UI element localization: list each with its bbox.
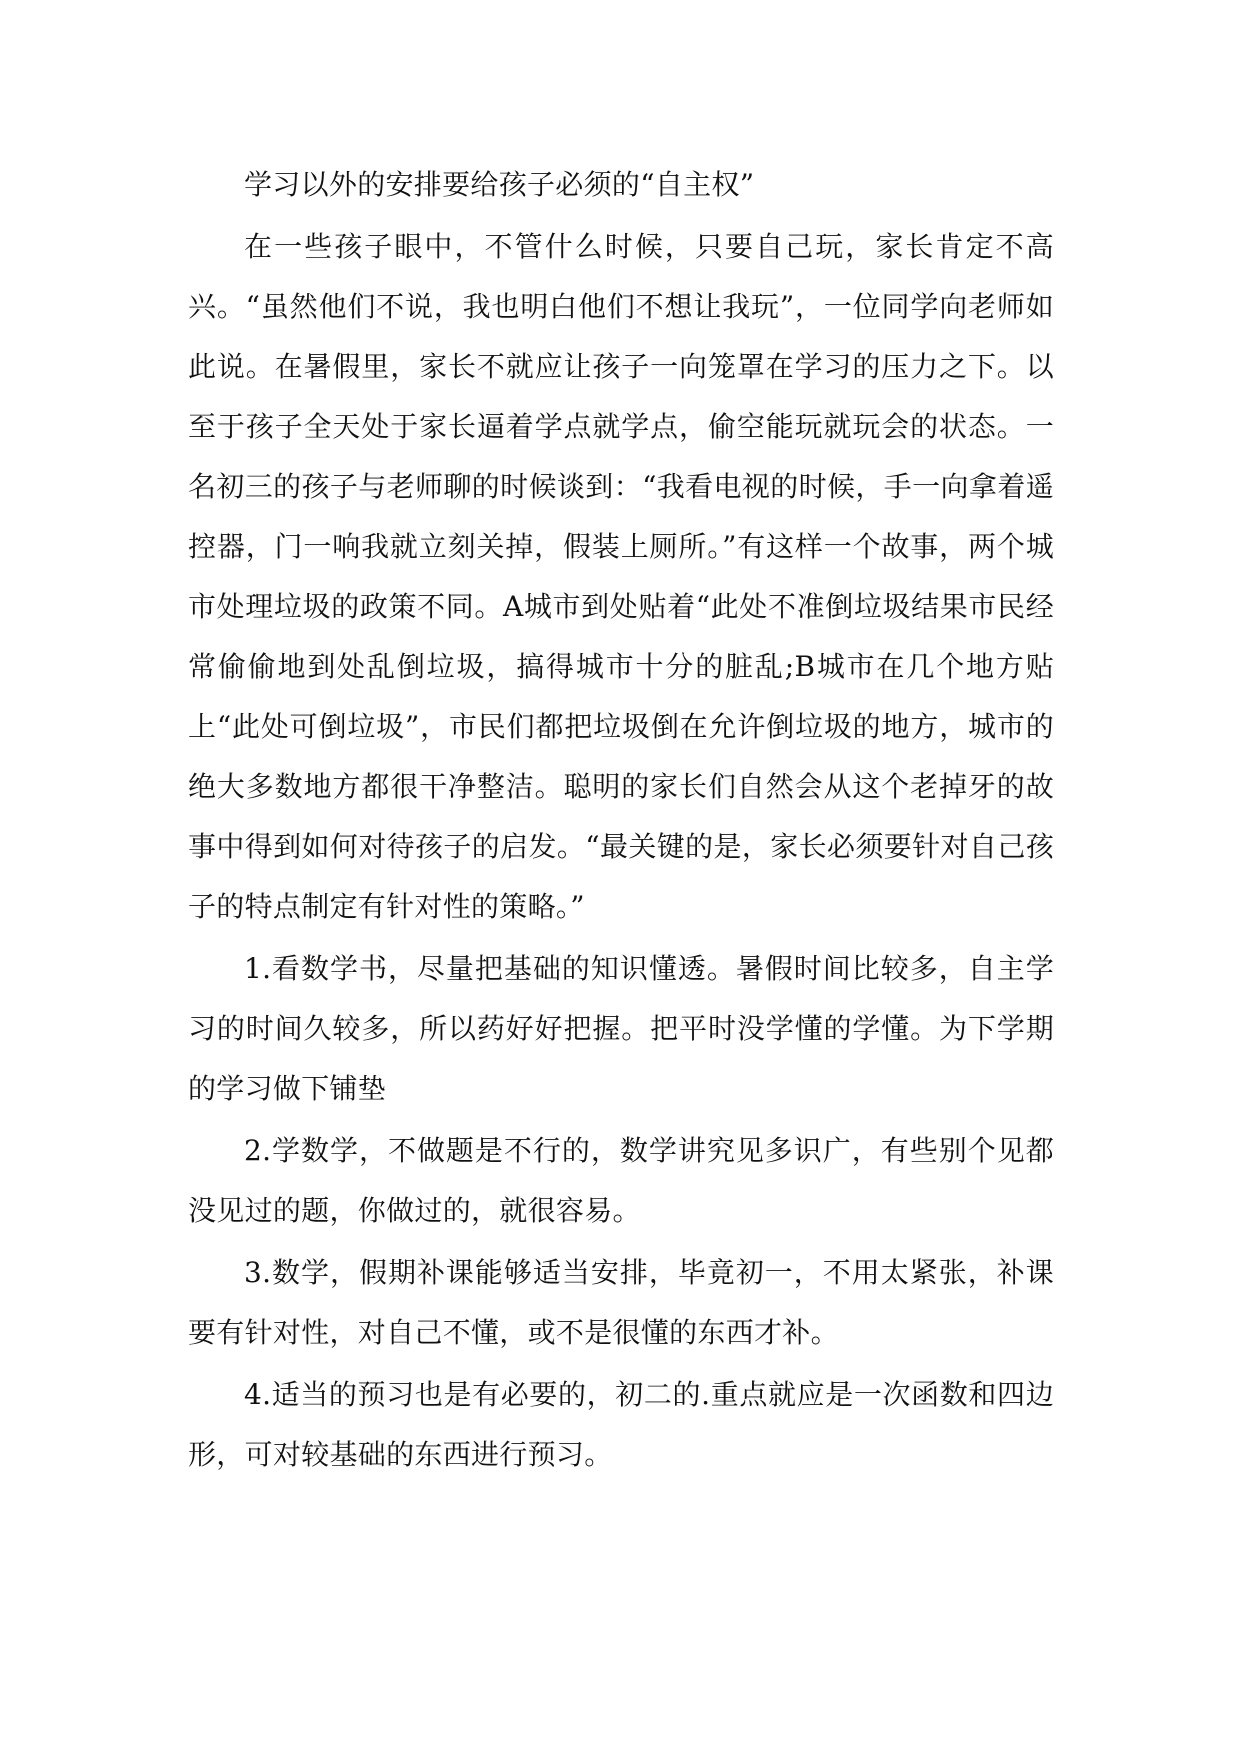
document-page (188, 155, 1054, 1485)
list-item-3: 3.数学，假期补课能够适当安排，毕竟初一，不用太紧张，补课要有针对性，对自己不懂，或不是很懂的东西才补。 (188, 1256, 1054, 1349)
list-item-2: 2.学数学，不做题是不行的，数学讲究见多识广，有些别个见都没见过的题，你做过的，就很容易。 (188, 1134, 1054, 1227)
list-item-4: 4.适当的预习也是有必要的，初二的.重点就应是一次函数和四边形，可对较基础的东西进行预习。 (188, 1378, 1054, 1471)
list-item-1: 1.看数学书，尽量把基础的知识懂透。暑假时间比较多，自主学习的时间久较多，所以药好好把握。把平时没学懂的学懂。为下学期的学习做下铺垫 (188, 952, 1054, 1105)
body-paragraph-1: 在一些孩子眼中，不管什么时候，只要自己玩，家长肯定不高兴。“虽然他们不说，我也明白他们不想让我玩”，一位同学向老师如此说。在暑假里，家长不就应让孩子一向笼罩在学习的压力之下。以至于孩子全天处于家长逼着学点就学点，偷空能玩就玩会的状态。一名初三的孩子与老师聊的时候谈到：“我看电视的时候，手一向拿着遥控器，门一响我就立刻关掉，假装上厕所。”有这样一个故事，两个城市处理垃圾的政策不同。A城市到处贴着“此处不准倒垃圾结果市民经常偷偷地到处乱倒垃圾，搞得城市十分的脏乱;B城市在几个地方贴上“此处可倒垃圾”，市民们都把垃圾倒在允许倒垃圾的地方，城市的绝大多数地方都很干净整洁。聪明的家长们自然会从这个老掉牙的故事中得到如何对待孩子的启发。“最关键的是，家长必须要针对自己孩子的特点制定有针对性的策略。” (188, 230, 1054, 923)
section-heading: 学习以外的安排要给孩子必须的“自主权” (244, 168, 755, 201)
